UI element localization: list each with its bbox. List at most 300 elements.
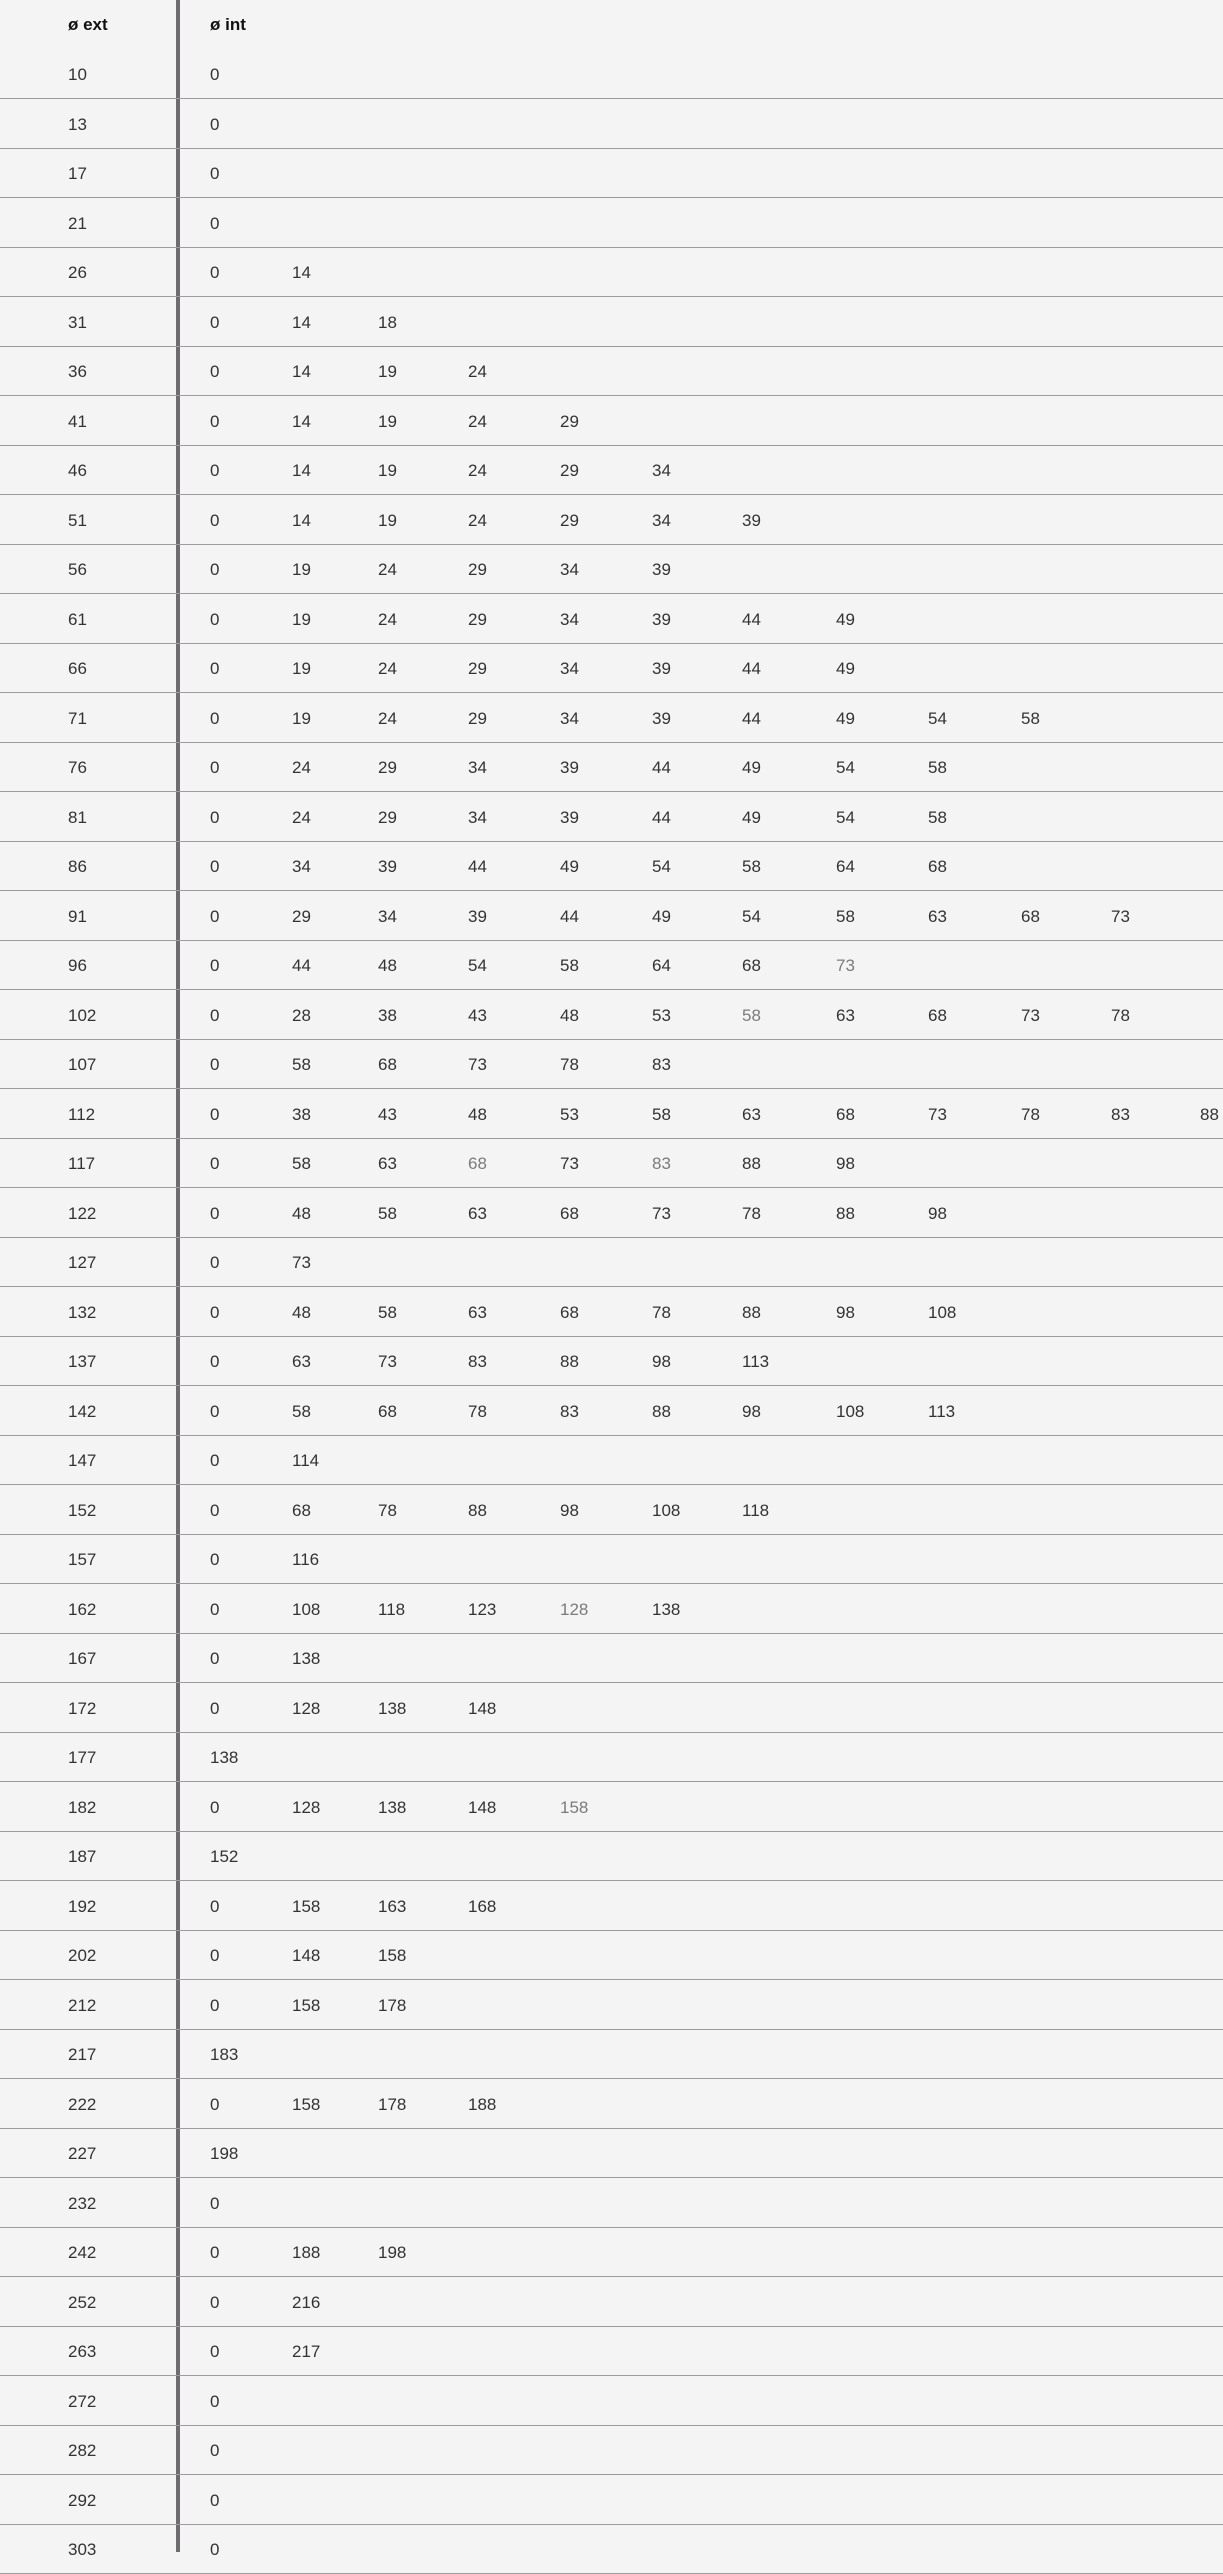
int-diameter-cell: 54 xyxy=(928,708,947,728)
int-diameter-cell: 34 xyxy=(560,560,579,579)
ext-diameter-cell: 202 xyxy=(68,1946,97,1965)
int-diameter-cell: 0 xyxy=(210,2342,220,2361)
int-diameter-cell: 0 xyxy=(210,560,220,579)
table-row xyxy=(0,2129,1223,2178)
int-diameter-cell: 49 xyxy=(742,807,761,827)
ext-diameter-cell: 41 xyxy=(68,411,87,431)
int-diameter-cell: 43 xyxy=(468,1005,487,1025)
int-diameter-cell: 152 xyxy=(210,1847,239,1866)
table-row xyxy=(0,347,1223,396)
int-diameter-cell: 48 xyxy=(378,956,397,975)
table-row xyxy=(0,1634,1223,1683)
int-diameter-cell: 44 xyxy=(292,956,311,975)
int-diameter-cell: 158 xyxy=(560,1797,589,1817)
int-diameter-cell: 0 xyxy=(210,362,220,381)
table-row xyxy=(0,2080,1223,2129)
int-diameter-cell: 14 xyxy=(292,362,311,381)
int-diameter-cell: 68 xyxy=(468,1154,487,1173)
int-diameter-cell: 78 xyxy=(378,1500,397,1520)
int-diameter-cell: 19 xyxy=(378,362,397,381)
int-diameter-cell: 83 xyxy=(1111,1104,1130,1124)
table-row xyxy=(0,2179,1223,2228)
table-row xyxy=(0,397,1223,446)
ext-diameter-cell: 182 xyxy=(68,1797,97,1817)
int-diameter-cell: 34 xyxy=(560,609,579,629)
table-row xyxy=(0,1288,1223,1337)
int-diameter-cell: 34 xyxy=(652,510,671,530)
ext-diameter-cell: 263 xyxy=(68,2342,97,2361)
int-diameter-cell: 83 xyxy=(652,1154,671,1173)
int-diameter-cell: 0 xyxy=(210,2094,220,2114)
int-diameter-cell: 113 xyxy=(742,1352,770,1371)
int-diameter-cell: 24 xyxy=(468,362,487,381)
int-diameter-cell: 29 xyxy=(560,510,579,530)
int-diameter-cell: 49 xyxy=(560,857,579,876)
table-row xyxy=(0,2030,1223,2079)
int-diameter-cell: 34 xyxy=(468,758,487,777)
table-row xyxy=(0,1436,1223,1485)
int-diameter-cell: 98 xyxy=(742,1401,761,1421)
int-diameter-cell: 0 xyxy=(210,2540,220,2559)
int-diameter-cell: 113 xyxy=(928,1401,956,1421)
table-row xyxy=(0,496,1223,545)
ext-diameter-cell: 137 xyxy=(68,1352,97,1371)
int-diameter-cell: 108 xyxy=(652,1500,681,1520)
int-diameter-cell: 44 xyxy=(742,609,761,629)
ext-diameter-cell: 162 xyxy=(68,1599,97,1619)
int-diameter-cell: 29 xyxy=(378,758,397,777)
ext-diameter-cell: 122 xyxy=(68,1203,97,1223)
int-diameter-cell: 0 xyxy=(210,2193,220,2213)
ext-diameter-cell: 31 xyxy=(68,312,87,332)
table-row xyxy=(0,199,1223,248)
int-diameter-cell: 63 xyxy=(468,1203,487,1223)
int-diameter-cell: 34 xyxy=(560,708,579,728)
int-diameter-cell: 0 xyxy=(210,1253,220,1272)
ext-diameter-cell: 227 xyxy=(68,2144,97,2163)
int-diameter-cell: 48 xyxy=(560,1005,579,1025)
header-int: ø int xyxy=(210,15,246,34)
int-diameter-cell: 24 xyxy=(468,461,487,480)
int-diameter-cell: 68 xyxy=(742,956,761,975)
int-diameter-cell: 138 xyxy=(378,1797,407,1817)
int-diameter-cell: 0 xyxy=(210,1203,220,1223)
int-diameter-cell: 68 xyxy=(292,1500,311,1520)
int-diameter-cell: 54 xyxy=(652,857,671,876)
int-diameter-cell: 73 xyxy=(292,1253,311,1272)
int-diameter-cell: 58 xyxy=(292,1055,311,1074)
int-diameter-cell: 24 xyxy=(468,510,487,530)
ext-diameter-cell: 157 xyxy=(68,1550,97,1569)
int-diameter-cell: 128 xyxy=(292,1698,321,1718)
int-diameter-cell: 73 xyxy=(468,1055,487,1074)
int-diameter-cell: 58 xyxy=(1021,708,1040,728)
int-diameter-cell: 0 xyxy=(210,609,220,629)
table-row xyxy=(0,50,1223,99)
int-diameter-cell: 98 xyxy=(652,1352,671,1371)
int-diameter-cell: 73 xyxy=(652,1203,671,1223)
ext-diameter-cell: 252 xyxy=(68,2292,97,2312)
ext-diameter-cell: 177 xyxy=(68,1748,97,1767)
table-row xyxy=(0,2278,1223,2327)
int-diameter-cell: 0 xyxy=(210,1005,220,1025)
int-diameter-cell: 0 xyxy=(210,263,220,282)
int-diameter-cell: 63 xyxy=(468,1302,487,1322)
int-diameter-cell: 44 xyxy=(560,906,579,926)
int-diameter-cell: 39 xyxy=(378,857,397,876)
int-diameter-cell: 49 xyxy=(836,708,855,728)
table-row xyxy=(0,1238,1223,1287)
int-diameter-cell: 118 xyxy=(378,1599,406,1619)
ext-diameter-cell: 147 xyxy=(68,1451,97,1470)
int-diameter-cell: 58 xyxy=(742,1005,761,1025)
table-row xyxy=(0,298,1223,347)
ext-diameter-cell: 222 xyxy=(68,2094,97,2114)
table-row xyxy=(0,1486,1223,1535)
int-diameter-cell: 0 xyxy=(210,65,220,84)
int-diameter-cell: 0 xyxy=(210,1649,220,1668)
int-diameter-cell: 18 xyxy=(378,312,397,332)
int-diameter-cell: 48 xyxy=(292,1302,311,1322)
int-diameter-cell: 78 xyxy=(1021,1104,1040,1124)
int-diameter-cell: 83 xyxy=(560,1401,579,1421)
ext-diameter-cell: 272 xyxy=(68,2391,97,2411)
int-diameter-cell: 0 xyxy=(210,2441,220,2460)
table-row xyxy=(0,1684,1223,1733)
int-diameter-cell: 29 xyxy=(468,659,487,678)
int-diameter-cell: 0 xyxy=(210,114,220,134)
table-row xyxy=(0,1139,1223,1188)
int-diameter-cell: 217 xyxy=(292,2342,321,2361)
int-diameter-cell: 14 xyxy=(292,510,311,530)
int-diameter-cell: 19 xyxy=(378,510,397,530)
int-diameter-cell: 29 xyxy=(378,807,397,827)
ext-diameter-cell: 127 xyxy=(68,1253,97,1272)
int-diameter-cell: 63 xyxy=(292,1352,311,1371)
ext-diameter-cell: 36 xyxy=(68,362,87,381)
int-diameter-cell: 0 xyxy=(210,956,220,975)
ext-diameter-cell: 212 xyxy=(68,1995,97,2015)
int-diameter-cell: 19 xyxy=(292,609,311,629)
ext-diameter-cell: 13 xyxy=(68,114,87,134)
int-diameter-cell: 138 xyxy=(652,1599,681,1619)
int-diameter-cell: 19 xyxy=(292,560,311,579)
int-diameter-cell: 63 xyxy=(928,906,947,926)
table-row xyxy=(0,1585,1223,1634)
int-diameter-cell: 0 xyxy=(210,1896,220,1916)
table-row xyxy=(0,100,1223,149)
int-diameter-cell: 58 xyxy=(378,1302,397,1322)
int-diameter-cell: 128 xyxy=(560,1599,589,1619)
ext-diameter-cell: 86 xyxy=(68,857,87,876)
int-diameter-cell: 123 xyxy=(468,1599,497,1619)
int-diameter-cell: 108 xyxy=(292,1599,321,1619)
ext-diameter-cell: 51 xyxy=(68,510,87,530)
int-diameter-cell: 68 xyxy=(378,1401,397,1421)
ext-diameter-cell: 96 xyxy=(68,956,87,975)
table-row xyxy=(0,941,1223,990)
int-diameter-cell: 83 xyxy=(468,1352,487,1371)
ext-diameter-cell: 187 xyxy=(68,1847,97,1866)
ext-diameter-cell: 17 xyxy=(68,164,87,183)
int-diameter-cell: 58 xyxy=(836,906,855,926)
int-diameter-cell: 116 xyxy=(292,1550,320,1569)
int-diameter-cell: 0 xyxy=(210,1599,220,1619)
int-diameter-cell: 29 xyxy=(468,560,487,579)
int-diameter-cell: 88 xyxy=(742,1154,761,1173)
int-diameter-cell: 34 xyxy=(292,857,311,876)
int-diameter-cell: 39 xyxy=(652,659,671,678)
table-row xyxy=(0,1090,1223,1139)
int-diameter-cell: 58 xyxy=(928,758,947,777)
int-diameter-cell: 88 xyxy=(836,1203,855,1223)
int-diameter-cell: 38 xyxy=(292,1104,311,1124)
table-row xyxy=(0,743,1223,792)
int-diameter-cell: 0 xyxy=(210,1352,220,1371)
int-diameter-cell: 34 xyxy=(468,807,487,827)
int-diameter-cell: 24 xyxy=(378,609,397,629)
int-diameter-cell: 73 xyxy=(1021,1005,1040,1025)
int-diameter-cell: 158 xyxy=(292,2094,321,2114)
int-diameter-cell: 188 xyxy=(292,2243,321,2262)
int-diameter-cell: 0 xyxy=(210,411,220,431)
int-diameter-cell: 14 xyxy=(292,263,311,282)
int-diameter-cell: 0 xyxy=(210,213,220,233)
table-row xyxy=(0,1189,1223,1238)
int-diameter-cell: 39 xyxy=(652,560,671,579)
int-diameter-cell: 0 xyxy=(210,1154,220,1173)
int-diameter-cell: 158 xyxy=(292,1995,321,2015)
ext-diameter-cell: 303 xyxy=(68,2540,97,2559)
int-diameter-cell: 54 xyxy=(468,956,487,975)
table-row xyxy=(0,793,1223,842)
int-diameter-cell: 0 xyxy=(210,1401,220,1421)
table-row xyxy=(0,1733,1223,1782)
int-diameter-cell: 98 xyxy=(928,1203,947,1223)
int-diameter-cell: 28 xyxy=(292,1005,311,1025)
int-diameter-cell: 44 xyxy=(468,857,487,876)
int-diameter-cell: 14 xyxy=(292,461,311,480)
int-diameter-cell: 118 xyxy=(742,1500,770,1520)
table-row xyxy=(0,2327,1223,2376)
ext-diameter-cell: 282 xyxy=(68,2441,97,2460)
int-diameter-cell: 158 xyxy=(378,1946,407,1965)
int-diameter-cell: 63 xyxy=(742,1104,761,1124)
int-diameter-cell: 178 xyxy=(378,1995,407,2015)
int-diameter-cell: 43 xyxy=(378,1104,397,1124)
int-diameter-cell: 73 xyxy=(836,956,855,975)
table-row xyxy=(0,842,1223,891)
int-diameter-cell: 114 xyxy=(292,1451,320,1470)
int-diameter-cell: 53 xyxy=(560,1104,579,1124)
int-diameter-cell: 29 xyxy=(560,461,579,480)
ext-diameter-cell: 112 xyxy=(68,1104,96,1124)
table-row xyxy=(0,1040,1223,1089)
ext-diameter-cell: 172 xyxy=(68,1698,97,1718)
int-diameter-cell: 63 xyxy=(378,1154,397,1173)
int-diameter-cell: 44 xyxy=(652,807,671,827)
int-diameter-cell: 98 xyxy=(836,1302,855,1322)
int-diameter-cell: 24 xyxy=(292,807,311,827)
ext-diameter-cell: 117 xyxy=(68,1154,96,1173)
int-diameter-cell: 0 xyxy=(210,708,220,728)
ext-diameter-cell: 76 xyxy=(68,758,87,777)
ext-diameter-cell: 21 xyxy=(68,213,87,233)
table-row xyxy=(0,1783,1223,1832)
int-diameter-cell: 73 xyxy=(928,1104,947,1124)
ext-diameter-cell: 56 xyxy=(68,560,87,579)
int-diameter-cell: 58 xyxy=(292,1401,311,1421)
table-row xyxy=(0,2228,1223,2277)
int-diameter-cell: 24 xyxy=(468,411,487,431)
int-diameter-cell: 138 xyxy=(210,1748,239,1767)
int-diameter-cell: 198 xyxy=(210,2144,239,2163)
int-diameter-cell: 98 xyxy=(836,1154,855,1173)
int-diameter-cell: 88 xyxy=(742,1302,761,1322)
int-diameter-cell: 19 xyxy=(292,659,311,678)
int-diameter-cell: 163 xyxy=(378,1896,407,1916)
int-diameter-cell: 24 xyxy=(292,758,311,777)
int-diameter-cell: 108 xyxy=(836,1401,865,1421)
table-row xyxy=(0,991,1223,1040)
int-diameter-cell: 64 xyxy=(836,857,855,876)
int-diameter-cell: 24 xyxy=(378,560,397,579)
int-diameter-cell: 138 xyxy=(292,1649,321,1668)
int-diameter-cell: 39 xyxy=(652,609,671,629)
int-diameter-cell: 168 xyxy=(468,1896,497,1916)
int-diameter-cell: 0 xyxy=(210,807,220,827)
int-diameter-cell: 29 xyxy=(560,411,579,431)
int-diameter-cell: 0 xyxy=(210,2490,220,2510)
table-row xyxy=(0,2476,1223,2525)
ext-diameter-cell: 71 xyxy=(68,708,87,728)
ext-diameter-cell: 292 xyxy=(68,2490,97,2510)
int-diameter-cell: 73 xyxy=(560,1154,579,1173)
int-diameter-cell: 54 xyxy=(836,807,855,827)
ext-diameter-cell: 46 xyxy=(68,461,87,480)
int-diameter-cell: 98 xyxy=(560,1500,579,1520)
ext-diameter-cell: 10 xyxy=(68,65,87,84)
int-diameter-cell: 68 xyxy=(928,857,947,876)
int-diameter-cell: 0 xyxy=(210,857,220,876)
int-diameter-cell: 29 xyxy=(292,906,311,926)
int-diameter-cell: 44 xyxy=(652,758,671,777)
ext-diameter-cell: 217 xyxy=(68,2045,97,2064)
int-diameter-cell: 49 xyxy=(836,609,855,629)
ext-diameter-cell: 91 xyxy=(68,906,87,926)
int-diameter-cell: 24 xyxy=(378,659,397,678)
int-diameter-cell: 0 xyxy=(210,2243,220,2262)
int-diameter-cell: 0 xyxy=(210,510,220,530)
int-diameter-cell: 78 xyxy=(468,1401,487,1421)
int-diameter-cell: 216 xyxy=(292,2292,321,2312)
int-diameter-cell: 48 xyxy=(292,1203,311,1223)
int-diameter-cell: 49 xyxy=(652,906,671,926)
table-row xyxy=(0,248,1223,297)
int-diameter-cell: 78 xyxy=(742,1203,761,1223)
int-diameter-cell: 38 xyxy=(378,1005,397,1025)
int-diameter-cell: 63 xyxy=(836,1005,855,1025)
ext-diameter-cell: 242 xyxy=(68,2243,97,2262)
int-diameter-cell: 88 xyxy=(1200,1104,1219,1124)
int-diameter-cell: 58 xyxy=(378,1203,397,1223)
int-diameter-cell: 88 xyxy=(468,1500,487,1520)
int-diameter-cell: 83 xyxy=(652,1055,671,1074)
int-diameter-cell: 0 xyxy=(210,659,220,678)
ext-diameter-cell: 107 xyxy=(68,1055,97,1074)
table-header-row xyxy=(0,0,1223,49)
ext-diameter-cell: 26 xyxy=(68,263,87,282)
int-diameter-cell: 78 xyxy=(1111,1005,1130,1025)
int-diameter-cell: 68 xyxy=(928,1005,947,1025)
int-diameter-cell: 108 xyxy=(928,1302,957,1322)
ext-diameter-cell: 66 xyxy=(68,659,87,678)
int-diameter-cell: 19 xyxy=(378,461,397,480)
int-diameter-cell: 64 xyxy=(652,956,671,975)
int-diameter-cell: 73 xyxy=(1111,906,1130,926)
int-diameter-cell: 68 xyxy=(378,1055,397,1074)
int-diameter-cell: 19 xyxy=(378,411,397,431)
int-diameter-cell: 0 xyxy=(210,1302,220,1322)
int-diameter-cell: 39 xyxy=(742,510,761,530)
int-diameter-cell: 0 xyxy=(210,1550,220,1569)
int-diameter-cell: 39 xyxy=(560,758,579,777)
int-diameter-cell: 34 xyxy=(378,906,397,926)
table-row xyxy=(0,595,1223,644)
int-diameter-cell: 14 xyxy=(292,411,311,431)
table-row xyxy=(0,1535,1223,1584)
table-row xyxy=(0,2377,1223,2426)
ext-diameter-cell: 81 xyxy=(68,807,87,827)
ext-diameter-cell: 61 xyxy=(68,609,87,629)
ext-diameter-cell: 142 xyxy=(68,1401,97,1421)
int-diameter-cell: 0 xyxy=(210,2292,220,2312)
table-row xyxy=(0,2525,1223,2574)
table-row xyxy=(0,149,1223,198)
int-diameter-cell: 68 xyxy=(560,1302,579,1322)
int-diameter-cell: 68 xyxy=(1021,906,1040,926)
int-diameter-cell: 188 xyxy=(468,2094,497,2114)
int-diameter-cell: 49 xyxy=(836,659,855,678)
int-diameter-cell: 58 xyxy=(292,1154,311,1173)
int-diameter-cell: 198 xyxy=(378,2243,407,2262)
int-diameter-cell: 53 xyxy=(652,1005,671,1025)
int-diameter-cell: 58 xyxy=(742,857,761,876)
int-diameter-cell: 39 xyxy=(468,906,487,926)
int-diameter-cell: 39 xyxy=(652,708,671,728)
int-diameter-cell: 48 xyxy=(468,1104,487,1124)
int-diameter-cell: 148 xyxy=(292,1946,321,1965)
header-ext: ø ext xyxy=(68,15,108,34)
int-diameter-cell: 0 xyxy=(210,1797,220,1817)
int-diameter-cell: 14 xyxy=(292,312,311,332)
int-diameter-cell: 138 xyxy=(378,1698,407,1718)
ext-diameter-cell: 102 xyxy=(68,1005,97,1025)
int-diameter-cell: 0 xyxy=(210,164,220,183)
int-diameter-cell: 128 xyxy=(292,1797,321,1817)
int-diameter-cell: 58 xyxy=(560,956,579,975)
int-diameter-cell: 183 xyxy=(210,2045,239,2064)
ext-diameter-cell: 152 xyxy=(68,1500,97,1520)
ext-diameter-cell: 192 xyxy=(68,1896,97,1916)
int-diameter-cell: 0 xyxy=(210,1451,220,1470)
int-diameter-cell: 49 xyxy=(742,758,761,777)
int-diameter-cell: 68 xyxy=(836,1104,855,1124)
int-diameter-cell: 0 xyxy=(210,1500,220,1520)
int-diameter-cell: 44 xyxy=(742,659,761,678)
table-row xyxy=(0,1337,1223,1386)
int-diameter-cell: 39 xyxy=(560,807,579,827)
